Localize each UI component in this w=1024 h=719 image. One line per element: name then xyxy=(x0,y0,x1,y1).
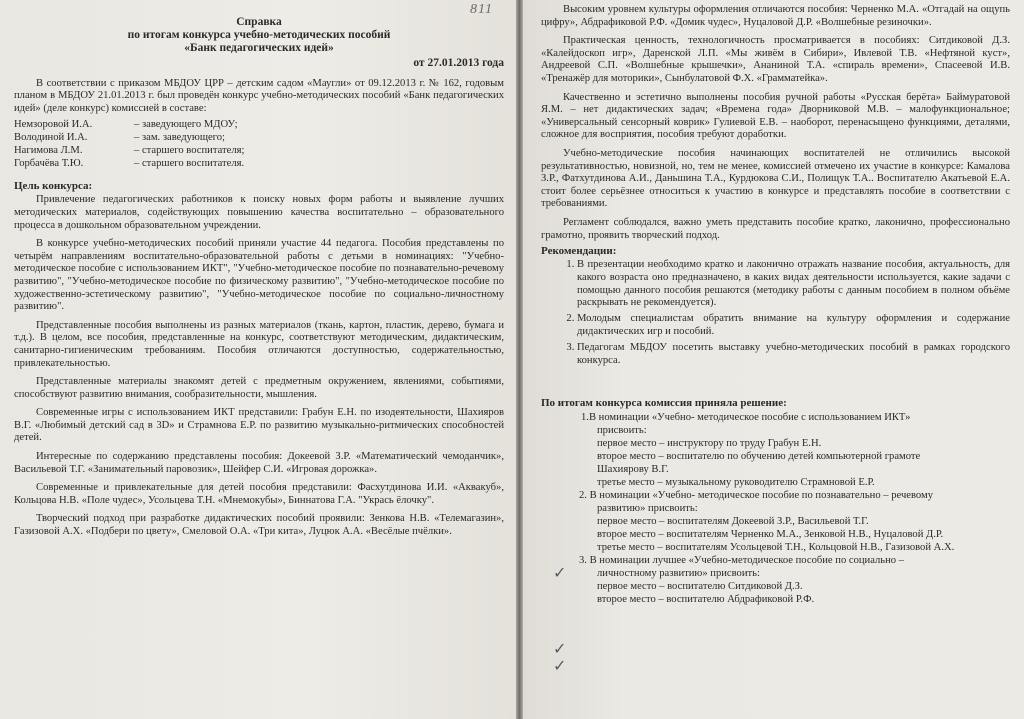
handmade-paragraph: Качественно и эстетично выполнены пособия ручной работы «Русская берёта» Баймуратовой Я.М. – нет дидактических задач; «Времена года» Дворниковой М.В. – малофункциональное; «Универсальный сенсорный коврик» Гулиевой Е.В. – наоборот, перенасыщено функциями, деталями, сложное для восприятия, пособия требуют доработки. xyxy=(541,91,1010,141)
member-name: Немзоровой И.А. xyxy=(14,119,93,131)
award-line: присвоить: xyxy=(597,425,647,437)
award-line: развитию» присвоить: xyxy=(597,503,698,515)
recommendations-heading: Рекомендации: xyxy=(541,245,617,258)
nomination-2: 2. В номинации «Учебно- методическое пособие по познавательно – речевому xyxy=(579,490,934,502)
beginners-paragraph: Учебно-методические пособия начинающих воспитателей не отличились высокой результативностью, новизной, но, тем не менее, комиссией отмечено их участие в конкурсе: Камалова З.Р., Фатхутдинова А.И., Даньшина Т.А., Курдюкова С.И., Полищук Т.А.. Воспитателю Акатьевой Е.А. стоит более серьёзнее относиться к участию в конкурсе и представлять пособие в соответствии с требованиями. xyxy=(541,147,1010,210)
contest-name: «Банк педагогических идей» xyxy=(184,42,334,54)
member-name: Володиной И.А. xyxy=(14,132,88,144)
award-line: первое место – воспитателю Ситдиковой Д.З. xyxy=(597,581,803,593)
commission-member xyxy=(14,144,504,157)
commission-member xyxy=(14,131,504,144)
doc-title: Справка xyxy=(236,16,282,28)
award-line: второе место – воспитателям Черненко М.А., Зенковой Н.В., Нуцаловой Д.Р. xyxy=(597,529,944,541)
award-line: третье место – воспитателям Усольцевой Т.Н., Кольцовой Н.В., Газизовой А.Х. xyxy=(597,542,955,554)
nomination-1: 1.В номинации «Учебно- методическое пособие с использованием ИКТ» xyxy=(581,412,911,424)
decision-heading: По итогам конкурса комиссия приняла решение: xyxy=(541,397,787,410)
nomination-3: 3. В номинации лучшее «Учебно-методическое пособие по социально – xyxy=(579,555,905,567)
creative-paragraph: Творческий подход при разработке дидактических пособий проявили: Зенкова Н.В. «Телемагазин», Газизовой А.Х. «Подбери по цвету», Смеловой О.А. «Три кита», Луцюк А.А. «Весёлые пчёлки». xyxy=(14,513,504,538)
commission-member xyxy=(14,157,504,170)
award-line: Шахиярову В.Г. xyxy=(597,464,669,476)
award-line: первое место – воспитателям Докеевой З.Р., Васильевой Т.Г. xyxy=(597,516,869,528)
recommendation-item: 2. Молодым специалистам обратить внимание на культуру оформления и содержание дидактических игр и пособий. xyxy=(577,313,1010,339)
member-role: – заведующего МДОУ; xyxy=(134,119,238,131)
member-name: Нагимова Л.М. xyxy=(14,145,83,157)
recommendation-item: 3. Педагогам МБДОУ посетить выставку учебно-методических пособий в рамках городского конкурса. xyxy=(577,342,1010,368)
member-name: Горбачёва Т.Ю. xyxy=(14,158,84,170)
award-line: второе место – воспитателю Абдрафиковой Р.Ф. xyxy=(597,594,815,606)
member-role: – старшего воспитателя. xyxy=(134,158,245,170)
award-line: третье место – музыкальному руководителю Страмновой Е.Р. xyxy=(597,477,875,489)
page-fold xyxy=(516,0,523,719)
commission-list xyxy=(14,118,504,170)
ikt-paragraph: Современные игры с использованием ИКТ представили: Грабун Е.Н. по изодеятельности, Шахияров В.Г. «Любимый детский сад в 3D» и Страмнова Е.Р. по развитию музыкально-ритмических способностей детей. xyxy=(14,407,504,444)
interesting-paragraph: Интересные по содержанию представлены пособия: Докеевой З.Р. «Математический чемоданчик», Васильевой Т.Г. «Занимательный паровозик», Шейфер С.И. «Игровая дорожка». xyxy=(14,451,504,475)
member-role: – старшего воспитателя; xyxy=(134,145,245,157)
materials-paragraph: Представленные пособия выполнены из разных материалов (ткань, картон, пластик, дерево, бумага и т.д.). В целом, все пособия, представленные на конкурс, соответствуют методическим, дидактическим, санитарно-гигиеническим требованиям. Пособия отличаются доступностью, содержательностью, привлекательностью. xyxy=(14,319,504,369)
award-line: второе место – воспитателю по обучению детей компьютерной грамоте xyxy=(597,451,921,463)
checkmark-icon: ✓ xyxy=(553,639,567,658)
regulation-paragraph: Регламент соблюдался, важно уметь представить пособие кратко, лаконично, профессионально грамотно, проявить творческий подход. xyxy=(541,216,1010,241)
practical-paragraph: Практическая ценность, технологичность просматривается в пособиях: Ситдиковой Д.З. «Калейдоскоп игр», Даренской Л.П. «Мы живём в Сибири», Ивлевой Т.В. «Нефтяной куст», Андреевой С.П. «Волшебные крышечки», Ананиной Т.А. «спираль времени», Спасеевой И.В. «Тренажёр для моторики», Сынбулатовой Ф.Х. «Грамматейка». xyxy=(541,35,1010,84)
commission-member xyxy=(14,118,504,131)
goal-paragraph: Привлечение педагогических работников к поиску новых форм работы и выявление лучших методических материалов, содействующих повышению качества воспитательно – образовательного процесса в дошкольном образовательном учреждении. xyxy=(14,194,504,231)
doc-subtitle: по итогам конкурса учебно-методических пособий xyxy=(127,29,391,41)
goal-heading: Цель конкурса: xyxy=(14,180,93,193)
doc-date: от 27.01.2013 года xyxy=(413,57,504,69)
culture-paragraph: Высоким уровнем культуры оформления отличаются пособия: Черненко М.А. «Отгадай на ощупь цифру», Абдрафиковой Р.Ф. «Домик чудес», Нуцаловой Д.Р. «Волшебные резиночки». xyxy=(541,4,1010,28)
member-role: – зам. заведующего; xyxy=(134,132,226,144)
right-page xyxy=(523,0,1024,719)
participants-paragraph: В конкурсе учебно-методических пособий приняли участие 44 педагога. Пособия представлены по четырём направлениям воспитательно-образовательной работы с детьми в номинациях: "Учебно-методическое пособие с использованием ИКТ", "Учебно-методическое пособие по познавательно-речевому развитию", "Учебно-методическое пособие по физическому развитию", "Учебно-методическое пособие по художественно-эстетическому развитию", "Учебно-методическое пособие по социально-личностному развитию". xyxy=(14,238,504,313)
handwritten-number: 811 xyxy=(470,2,493,17)
recommendations-list xyxy=(541,259,1010,367)
modern-paragraph: Современные и привлекательные для детей пособия представили: Фасхутдинова И.И. «Аквакуб», Кольцова Н.В. «Поле чудес», Усольцева Т.Н. «Мнемокубы», Биннатова Г.А. "Укрась ёлочку". xyxy=(14,482,504,506)
intro-paragraph: В соответствии с приказом МБДОУ ЦРР – детским садом «Маугли» от 09.12.2013 г. № 162, годовым планом в МБДОУ 21.01.2013 г. был проведён конкурс учебно-методических пособий «Банк педагогических идей» (деле конкурс) комиссией в составе: xyxy=(14,77,504,114)
award-line: первое место – инструктору по труду Грабун Е.Н. xyxy=(597,438,822,450)
recommendation-item: 1. В презентации необходимо кратко и лаконично отражать название пособия, актуальность, для какого возраста оно предназначено, в каких видах деятельности используется, какие задачи с помощью данного пособия решаются (методику работы с данным пособием в полном объёме раскрывать не рекомендуется). xyxy=(577,259,1010,310)
checkmark-icon: ✓ xyxy=(553,563,567,582)
content-paragraph: Представленные материалы знакомят детей с предметным окружением, явлениями, событиями, способствуют развитию внимания, сообразительности, мышления. xyxy=(14,376,504,400)
award-line: личностному развитию» присвоить: xyxy=(597,568,760,580)
checkmark-icon: ✓ xyxy=(553,656,567,675)
